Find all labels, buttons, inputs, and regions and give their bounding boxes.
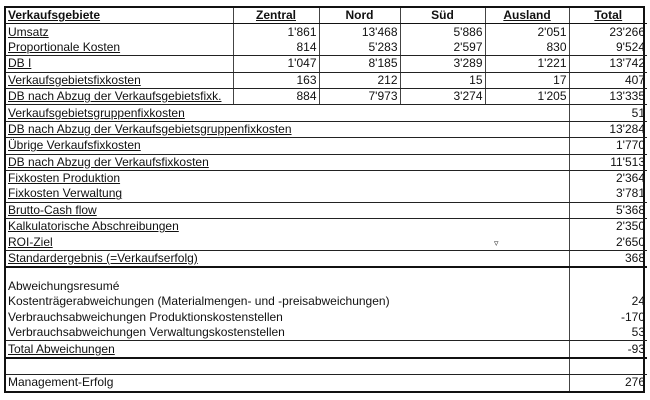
cell-value: 15: [400, 72, 485, 88]
cell-value: 212: [319, 72, 400, 88]
table-row: [6, 325, 647, 341]
header-ausland: Ausland: [485, 8, 569, 24]
header-sued: Süd: [400, 8, 485, 24]
row-label: ROI-Ziel: [6, 234, 569, 250]
cell-value: 9'524: [569, 40, 647, 56]
table-row: [6, 121, 647, 137]
cell-value: 407: [569, 72, 647, 88]
row-label: Verbrauchsabweichungen Produktionskostenstellen: [6, 310, 569, 325]
row-label: Total Abweichungen: [6, 341, 569, 358]
row-label: DB nach Abzug der Verkaufsfixkosten: [6, 154, 569, 170]
section-title: Abweichungsresumé: [6, 267, 569, 294]
cell-value: 884: [233, 88, 319, 104]
row-label: Kostenträgerabweichungen (Materialmengen- und -preisabweichungen): [6, 294, 569, 309]
table-row: [6, 154, 647, 170]
cell-value: 13'468: [319, 24, 400, 40]
table-row: [6, 202, 647, 218]
cell-total: 276: [624, 375, 645, 390]
header-label: Verkaufsgebiete: [6, 8, 233, 24]
table-row: [6, 375, 647, 391]
table-row: [6, 341, 647, 358]
empty-cell: [6, 358, 569, 375]
cell-total: 3'781: [569, 186, 647, 202]
table-row: [6, 219, 647, 235]
cell-total: 51: [569, 105, 647, 121]
cell-total: 2'350: [616, 219, 645, 234]
cell-value: 17: [485, 72, 569, 88]
cell-value: 3'274: [400, 88, 485, 104]
cell-total: 2'364: [616, 171, 645, 186]
cell-total: 5'368: [569, 202, 647, 218]
cell-value: 13'742: [569, 56, 647, 72]
cell-value: 2'051: [485, 24, 569, 40]
table-row: [6, 267, 647, 294]
cell-value: 7'973: [319, 88, 400, 104]
row-label: Übrige Verkaufsfixkosten: [6, 138, 569, 154]
cell-value: 1'047: [233, 56, 319, 72]
cell-value: 163: [233, 72, 319, 88]
header-row: [6, 8, 647, 24]
table-row: [6, 186, 647, 202]
header-nord: Nord: [319, 8, 400, 24]
contribution-margin-table: [6, 8, 647, 391]
row-label: Verkaufsgebietsgruppenfixkosten: [6, 105, 569, 121]
table-row: [6, 170, 647, 186]
cell-value: 1'205: [485, 88, 569, 104]
table-row: [6, 138, 647, 154]
cell-value: 3'289: [400, 56, 485, 72]
table-row: [6, 234, 647, 250]
cell-total: 53: [569, 325, 647, 341]
row-label: Management-Erfolg: [6, 375, 569, 391]
cell-total: 11'513: [569, 154, 647, 170]
row-label: Fixkosten Verwaltung: [6, 186, 569, 202]
table-row: [6, 294, 647, 309]
row-label: DB nach Abzug der Verkaufsgebietsgruppenfixkosten: [6, 121, 569, 137]
row-label: Umsatz: [6, 24, 233, 40]
row-label: Fixkosten Produktion: [6, 170, 569, 186]
row-label: Brutto-Cash flow: [6, 202, 569, 218]
spreadsheet-table: [4, 6, 645, 393]
cell-value: 2'597: [400, 40, 485, 56]
row-label: Proportionale Kosten: [6, 40, 233, 56]
header-total: Total: [569, 8, 647, 24]
cell-value: 13'335: [569, 88, 647, 104]
cell-value: 5'283: [319, 40, 400, 56]
row-label: Standardergebnis (=Verkaufserfolg): [6, 250, 569, 267]
table-row: [6, 24, 647, 40]
table-row: [6, 105, 647, 121]
table-row: [6, 250, 647, 267]
cell-total: 1'770: [569, 138, 647, 154]
cell-total: 2'650: [569, 234, 647, 250]
table-row: [6, 40, 647, 56]
header-zentral: Zentral: [233, 8, 319, 24]
cell-total: 368: [569, 250, 647, 267]
table-row: [6, 310, 647, 325]
cell-value: 814: [233, 40, 319, 56]
table-row: [6, 88, 647, 104]
cell-total: 24: [631, 294, 645, 309]
cell-total: -93: [569, 341, 647, 358]
cell-value: 23'266: [609, 24, 645, 39]
cell-value: 5'886: [400, 24, 485, 40]
row-label: Verbrauchsabweichungen Verwaltungskostenstellen: [6, 325, 569, 341]
row-label: Kalkulatorische Abschreibungen: [6, 219, 569, 235]
row-label: DB nach Abzug der Verkaufsgebietsfixk.: [6, 88, 233, 104]
cursor-marker-icon: ▿: [494, 238, 499, 248]
table-row: [6, 72, 647, 88]
cell-value: 1'861: [233, 24, 319, 40]
row-label: DB I: [6, 56, 233, 72]
row-label: Verkaufsgebietsfixkosten: [6, 72, 233, 88]
table-row: [6, 358, 647, 375]
cell-total: 13'284: [569, 121, 647, 137]
cell-value: 1'221: [485, 56, 569, 72]
table-row: [6, 56, 647, 72]
empty-cell: [569, 358, 647, 375]
cell-value: 8'185: [319, 56, 400, 72]
cell-value: 830: [485, 40, 569, 56]
empty-cell: [569, 267, 647, 294]
cell-total: -170: [620, 309, 645, 324]
